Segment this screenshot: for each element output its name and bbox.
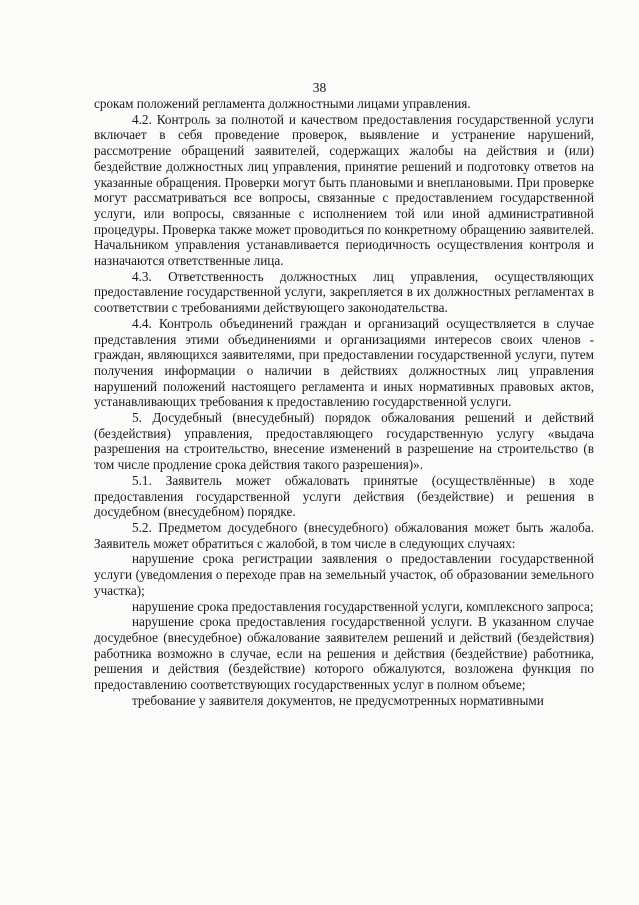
paragraph: 4.2. Контроль за полнотой и качеством предоставления государственной услуги включает в себя проведение проверок, выявление и устранение нарушений, рассмотрение обращений заявителей, содержащих жалобы на действия и (или) бездействие должностных лиц управления, принятие решений и подготовку ответов на указанные обращения. Проверки могут быть плановыми и внеплановыми. При проверке могут рассматриваться все вопросы, связанные с предоставлением государственной услуги, или вопросы, связанные с исполнением той или иной административной процедуры. Проверка также может проводиться по конкретному обращению заявителей. Начальником управления устанавливается периодичность осуществления контроля и назначаются ответственные лица. bbox=[94, 111, 594, 269]
paragraph: 4.4. Контроль объединений граждан и организаций осуществляется в случае представления этими объединениями и организациями интересов своих членов - граждан, являющихся заявителями, при предоставлении государственной услуги, путем получения информации о наличии в действиях должностных лиц управления нарушений положений настоящего регламента и иных нормативных правовых актов, устанавливающих требования к предоставлению государственной услуги. bbox=[94, 315, 594, 410]
paragraph: срокам положений регламента должностными лицами управления. bbox=[94, 96, 471, 111]
page-number: 38 bbox=[312, 80, 327, 95]
paragraph: 5. Досудебный (внесудебный) порядок обжалования решений и действий (бездействия) управления, предоставляющего государственную услугу «выдача разрешения на строительство, внесение изменений в разрешение на строительство (в том числе продление срока действия такого разрешения)». bbox=[94, 410, 594, 473]
paragraph: 4.3. Ответственность должностных лиц управления, осуществляющих предоставление государственной услуги, закрепляется в их должностных регламентах в соответствии с требованиями действующего законодательства. bbox=[94, 268, 594, 316]
paragraph: нарушение срока регистрации заявления о предоставлении государственной услуги (уведомления о переходе прав на земельный участок, об образовании земельного участка); bbox=[94, 551, 594, 598]
paragraph: 5.2. Предметом досудебного (внесудебного) обжалования может быть жалоба. Заявитель может обратиться с жалобой, в том числе в следующих случаях: bbox=[94, 519, 594, 551]
document-body bbox=[94, 96, 594, 708]
paragraph: нарушение срока предоставления государственной услуги, комплексного запроса; bbox=[132, 598, 594, 614]
paragraph: требование у заявителя документов, не предусмотренных нормативными bbox=[132, 692, 544, 708]
paragraph: нарушение срока предоставления государственной услуги. В указанном случае досудебное (внесудебное) обжалование заявителем решений и действий (бездействия) работника возможно в случае, если на решения и действия (бездействие) работника, решения и действия (бездействие) которого обжалуются, возложена функция по предоставлению соответствующих государственных услуг в полном объеме; bbox=[94, 614, 594, 693]
paragraph: 5.1. Заявитель может обжаловать принятые (осуществлённые) в ходе предоставления государственной услуги действия (бездействие) и решения в досудебном (внесудебном) порядке. bbox=[94, 472, 594, 520]
